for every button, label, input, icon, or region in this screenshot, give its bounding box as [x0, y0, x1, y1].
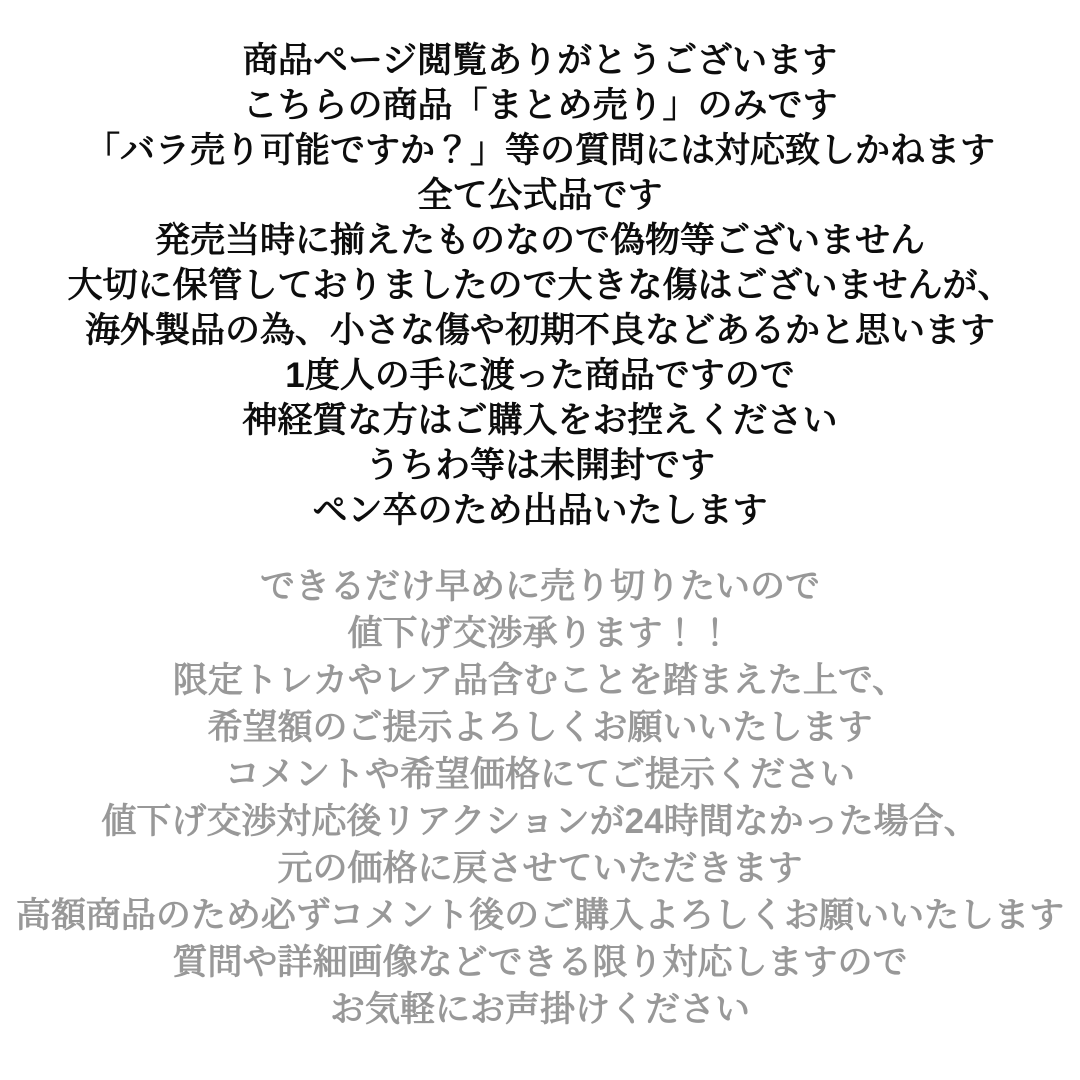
text-line: 限定トレカやレア品含むことを踏まえた上で、	[172, 661, 908, 700]
text-line: お気軽にお声掛けください	[329, 990, 750, 1029]
text-line: 値下げ交渉承ります！！	[347, 614, 733, 653]
text-line: ペン卒のため出品いたします	[312, 491, 768, 530]
text-line: 神経質な方はご購入をお控えください	[242, 401, 838, 440]
text-line: コメントや希望価格にてご提示ください	[224, 755, 855, 794]
text-line: 値下げ交渉対応後リアクションが24時間なかった場合、	[101, 802, 979, 841]
text-line: できるだけ早めに売り切りたいので	[259, 567, 820, 606]
text-line: 「バラ売り可能ですか？」等の質問には対応致しかねます	[84, 131, 995, 170]
text-line: うちわ等は未開封です	[364, 446, 715, 485]
notice-primary-block	[0, 38, 1080, 533]
text-line: 元の価格に戻させていただきます	[277, 849, 803, 888]
text-line: 質問や詳細画像などできる限り対応しますので	[172, 943, 908, 982]
text-line: 高額商品のため必ずコメント後のご購入よろしくお願いいたします	[15, 896, 1065, 935]
text-line: 希望額のご提示よろしくお願いいたします	[207, 708, 873, 747]
text-line: 海外製品の為、小さな傷や初期不良などあるかと思います	[84, 311, 995, 350]
text-line: 1度人の手に渡った商品ですので	[285, 356, 795, 395]
text-line: 商品ページ閲覧ありがとうございます	[242, 41, 838, 80]
text-line: 全て公式品です	[417, 176, 663, 215]
text-line: 大切に保管しておりましたので大きな傷はございませんが、	[67, 266, 1013, 305]
text-line: 発売当時に揃えたものなので偽物等ございません	[154, 221, 925, 260]
notice-secondary-block	[0, 563, 1080, 1033]
text-line: こちらの商品「まとめ売り」のみです	[242, 86, 838, 125]
